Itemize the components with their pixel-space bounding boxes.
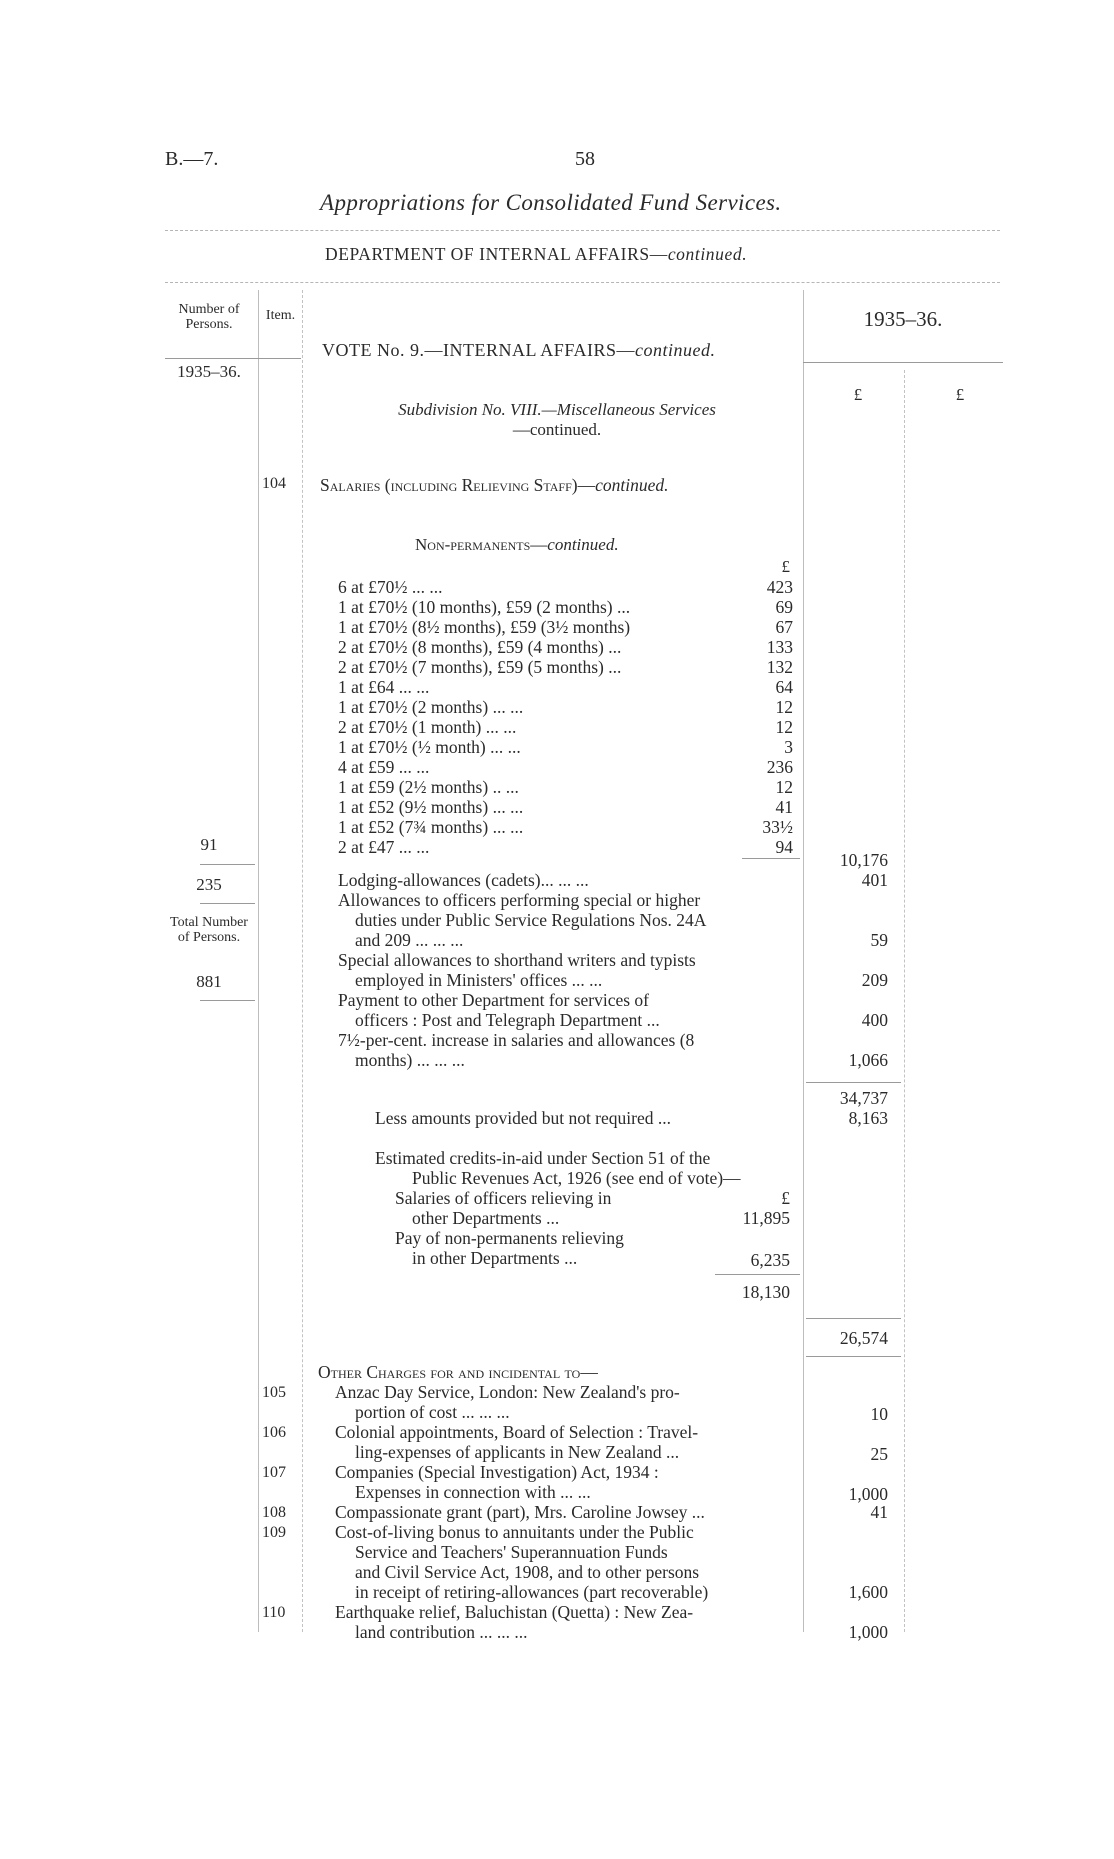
credit1-line2: other Departments ... — [412, 1208, 560, 1228]
credit1-line1: Salaries of officers relieving in — [395, 1188, 612, 1208]
persons-count-91: 91 — [200, 835, 218, 854]
salary-row — [338, 677, 803, 697]
charge-105-line2: portion of cost ... ... ... — [355, 1402, 510, 1422]
allowance-4-text-line1: 7½-per-cent. increase in salaries and allowances (8 — [338, 1030, 695, 1050]
credits-sum-rule — [715, 1274, 800, 1275]
salary-row-amount: 423 — [766, 577, 793, 597]
credit2-amount: 6,235 — [750, 1250, 790, 1270]
item-number-109: 109 — [262, 1524, 286, 1541]
salary-row-text: 6 at £70½ ... ... — [338, 577, 443, 597]
allowance-4-text-line2: months) ... ... ... — [355, 1050, 465, 1070]
item-number-106: 106 — [262, 1424, 286, 1441]
nonpermanents-pound: £ — [781, 557, 790, 576]
allowance-1-text-line3: and 209 ... ... ... — [355, 930, 464, 950]
title-rule — [165, 230, 1000, 231]
total-persons-label: Total Number of Persons. — [170, 915, 248, 945]
nonpermanents-list — [338, 577, 803, 857]
salary-row-text: 1 at £64 ... ... — [338, 677, 430, 697]
credit2-line1: Pay of non-permanents relieving — [395, 1228, 624, 1248]
persons-count-235: 235 — [196, 875, 222, 894]
salary-row — [338, 657, 803, 677]
salary-row-amount: 12 — [775, 777, 793, 797]
salary-row-amount: 33½ — [762, 817, 793, 837]
salary-row — [338, 637, 803, 657]
charge-105-amount: 10 — [870, 1404, 888, 1424]
salary-row-amount: 67 — [775, 617, 793, 637]
charge-109-amount: 1,600 — [848, 1582, 888, 1602]
salary-row — [338, 617, 803, 637]
allowance-4-amount: 1,066 — [848, 1050, 888, 1070]
subdivision-title: Subdivision No. VIII.—Miscellaneous Services — [398, 400, 716, 419]
salary-row-amount: 236 — [766, 757, 793, 777]
charge-110-line2: land contribution ... ... ... — [355, 1622, 528, 1642]
credits-total: 18,130 — [741, 1282, 790, 1302]
item-text-divider — [302, 290, 303, 1632]
allowance-1-text-line1: Allowances to officers performing special or higher — [338, 890, 701, 910]
credits-line1: Estimated credits-in-aid under Section 51 of the — [375, 1148, 711, 1168]
credit1-amount: 11,895 — [742, 1208, 790, 1228]
salaries-continued: continued. — [595, 475, 669, 495]
charge-110-amount: 1,000 — [848, 1622, 888, 1642]
salary-row-amount: 64 — [775, 677, 793, 697]
salary-row-text: 1 at £70½ (10 months), £59 (2 months) ... — [338, 597, 631, 617]
charge-108-amount: 41 — [870, 1502, 888, 1522]
charge-109-line3: and Civil Service Act, 1908, and to other persons — [355, 1562, 700, 1582]
charge-106-line2: ling-expenses of applicants in New Zealand ... — [355, 1442, 680, 1462]
nonpermanents-sum-rule — [742, 858, 800, 859]
salaries-label: Salaries (including Relieving Staff)— — [320, 475, 596, 495]
persons-rule-3 — [200, 1000, 255, 1001]
item-number-108: 108 — [262, 1504, 286, 1521]
charge-109-line1: Cost-of-living bonus to annuitants under the Public — [335, 1522, 694, 1542]
allowance-2-text-line1: Special allowances to shorthand writers and typists — [338, 950, 696, 970]
item-number-107: 107 — [262, 1464, 286, 1481]
allowance-0-amount: 401 — [861, 870, 888, 890]
salary-row — [338, 777, 803, 797]
salary-row-text: 1 at £70½ (8½ months), £59 (3½ months) — [338, 617, 631, 637]
salary-row-text: 4 at £59 ... ... — [338, 757, 430, 777]
allowance-0-text: Lodging-allowances (cadets)... ... ... — [338, 870, 589, 890]
salary-row-text: 2 at £47 ... ... — [338, 837, 430, 857]
charge-107-line2: Expenses in connection with ... ... — [355, 1482, 591, 1502]
salary-row-text: 2 at £70½ (8 months), £59 (4 months) ... — [338, 637, 622, 657]
salary-row — [338, 717, 803, 737]
amount-column-divider — [904, 370, 905, 1632]
salary-row — [338, 597, 803, 617]
salary-row-text: 2 at £70½ (7 months), £59 (5 months) ... — [338, 657, 622, 677]
persons-count-881: 881 — [196, 972, 222, 991]
salary-row — [338, 697, 803, 717]
department-name: DEPARTMENT OF INTERNAL AFFAIRS— — [325, 244, 668, 264]
salaries-total: 34,737 — [839, 1088, 888, 1108]
year-left: 1935–36. — [177, 362, 241, 381]
net-total-bottom-rule — [806, 1356, 901, 1357]
allowance-3-text-line2: officers : Post and Telegraph Department ... — [355, 1010, 660, 1030]
allowance-1-text-line2: duties under Public Service Regulations Nos. 24A — [355, 910, 707, 930]
pound-column-b: £ — [955, 385, 965, 404]
allowance-2-amount: 209 — [861, 970, 888, 990]
nonpermanents-label: Non-permanents— — [415, 535, 548, 554]
salary-row-amount: 12 — [775, 697, 793, 717]
salary-row — [338, 797, 803, 817]
charge-106-amount: 25 — [870, 1444, 888, 1464]
persons-header-rule — [165, 358, 301, 359]
nonpermanents-heading — [415, 535, 619, 555]
nonpermanents-continued: continued. — [547, 535, 619, 554]
persons-item-divider — [258, 290, 259, 1632]
salary-row — [338, 577, 803, 597]
salary-row-amount: 41 — [775, 797, 793, 817]
vote-name: VOTE No. 9.—INTERNAL AFFAIRS— — [322, 340, 636, 360]
salary-row-text: 1 at £52 (9½ months) ... ... — [338, 797, 524, 817]
nonpermanents-subtotal-value: 10,176 — [839, 850, 888, 870]
vote-title — [322, 340, 716, 361]
credit-pound: £ — [781, 1188, 790, 1208]
department-heading — [325, 244, 747, 265]
charge-108-line1: Compassionate grant (part), Mrs. Caroline Jowsey ... — [335, 1502, 705, 1522]
page-title: Appropriations for Consolidated Fund Services. — [320, 190, 782, 215]
year-right: 1935–36. — [863, 307, 943, 331]
net-total-top-rule — [806, 1318, 901, 1319]
credits-line2: Public Revenues Act, 1926 (see end of vote)— — [412, 1168, 741, 1188]
year-header-rule — [803, 362, 1003, 363]
pound-column-a: £ — [853, 385, 863, 404]
salary-row — [338, 837, 803, 857]
nonpermanents-subtotal — [808, 850, 888, 871]
salary-row — [338, 757, 803, 777]
page-number: 58 — [575, 148, 595, 170]
allowance-3-amount: 400 — [861, 1010, 888, 1030]
persons-rule-1 — [200, 864, 255, 865]
allowance-3-text-line1: Payment to other Department for services of — [338, 990, 650, 1010]
salary-row-text: 1 at £70½ (½ month) ... ... — [338, 737, 521, 757]
charge-110-line1: Earthquake relief, Baluchistan (Quetta) : New Zea- — [335, 1602, 694, 1622]
net-total: 26,574 — [839, 1328, 888, 1348]
salary-row-text: 1 at £70½ (2 months) ... ... — [338, 697, 524, 717]
text-amount-divider — [803, 290, 804, 1632]
salary-row-amount: 94 — [775, 837, 793, 857]
salary-row — [338, 817, 803, 837]
less-amount: 8,163 — [848, 1108, 888, 1128]
item-number-104: 104 — [262, 475, 286, 492]
department-continued: continued. — [667, 244, 748, 264]
salary-row-text: 1 at £52 (7¾ months) ... ... — [338, 817, 524, 837]
charge-106-line1: Colonial appointments, Board of Selection : Travel- — [335, 1422, 699, 1442]
allowance-2-text-line2: employed in Ministers' offices ... ... — [355, 970, 603, 990]
salary-row-amount: 3 — [784, 737, 793, 757]
salary-row-amount: 132 — [766, 657, 793, 677]
salary-row-amount: 69 — [775, 597, 793, 617]
item-number-110: 110 — [262, 1604, 286, 1621]
less-label: Less amounts provided but not required ... — [375, 1108, 671, 1128]
charge-109-line2: Service and Teachers' Superannuation Funds — [355, 1542, 668, 1562]
salary-row-text: 1 at £59 (2½ months) .. ... — [338, 777, 519, 797]
page-ref: B.—7. — [165, 148, 219, 170]
salary-row — [338, 737, 803, 757]
charge-107-amount: 1,000 — [848, 1484, 888, 1504]
persons-rule-2 — [200, 903, 255, 904]
credit2-line2: in other Departments ... — [412, 1248, 578, 1268]
item-number-105: 105 — [262, 1384, 286, 1401]
charge-109-line4: in receipt of retiring-allowances (part recoverable) — [355, 1582, 709, 1602]
other-charges-heading: Other Charges for and incidental to— — [318, 1362, 598, 1382]
salaries-heading — [320, 475, 669, 496]
item-header: Item. — [265, 308, 296, 323]
vote-continued: continued. — [635, 340, 716, 360]
charge-105-line1: Anzac Day Service, London: New Zealand's pro- — [335, 1382, 680, 1402]
salaries-total-rule — [806, 1082, 901, 1083]
header-rule — [165, 282, 1000, 283]
salary-row-amount: 133 — [766, 637, 793, 657]
persons-header: Number of Persons. — [178, 302, 240, 332]
subdivision-continued: —continued. — [512, 420, 602, 439]
charge-107-line1: Companies (Special Investigation) Act, 1934 : — [335, 1462, 659, 1482]
salary-row-amount: 12 — [775, 717, 793, 737]
salary-row-text: 2 at £70½ (1 month) ... ... — [338, 717, 517, 737]
allowance-1-amount: 59 — [870, 930, 888, 950]
